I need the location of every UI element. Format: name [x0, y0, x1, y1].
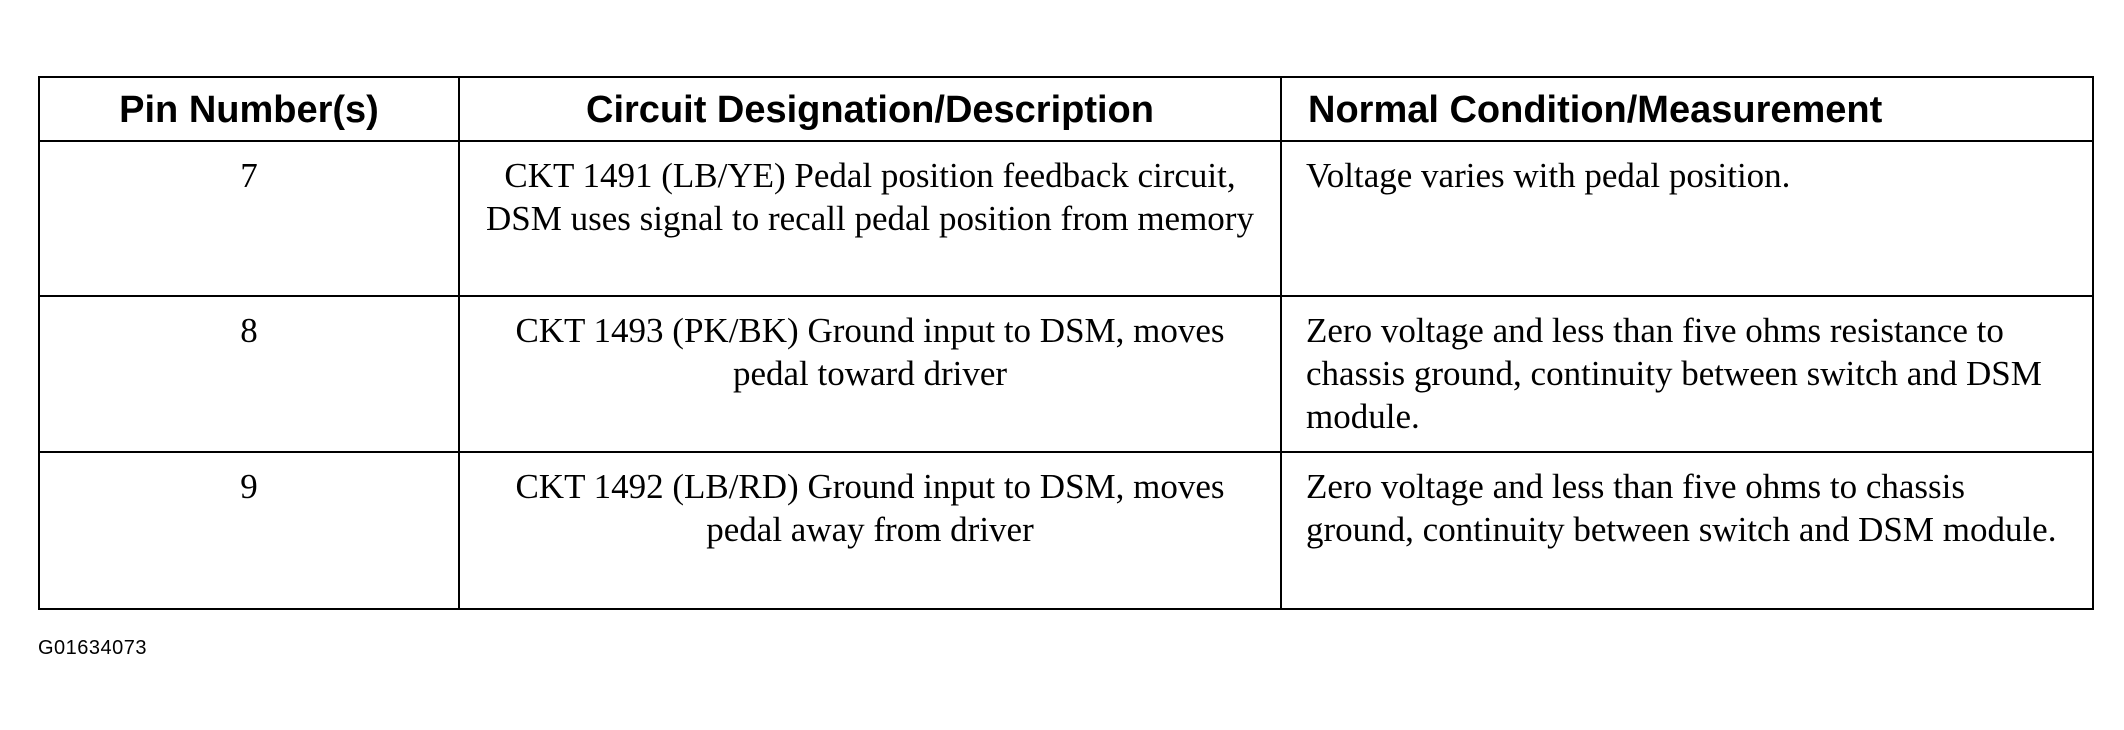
header-pin-number: Pin Number(s): [39, 77, 459, 141]
table-row: [39, 452, 2093, 609]
pin-number-cell: 9: [39, 452, 459, 609]
normal-condition-cell: Voltage varies with pedal position.: [1281, 141, 2093, 296]
normal-condition-cell: Zero voltage and less than five ohms resistance to chassis ground, continuity between switch and DSM module.: [1281, 296, 2093, 452]
circuit-description-cell: CKT 1493 (PK/BK) Ground input to DSM, moves pedal toward driver: [459, 296, 1281, 452]
normal-condition-cell: Zero voltage and less than five ohms to chassis ground, continuity between switch and DSM module.: [1281, 452, 2093, 609]
table-row: [39, 141, 2093, 296]
circuit-description-cell: CKT 1492 (LB/RD) Ground input to DSM, moves pedal away from driver: [459, 452, 1281, 609]
pin-number-cell: 7: [39, 141, 459, 296]
header-normal-condition: Normal Condition/Measurement: [1281, 77, 2093, 141]
figure-id-label: G01634073: [38, 637, 148, 659]
header-circuit-description: Circuit Designation/Description: [459, 77, 1281, 141]
pinout-table-container: [38, 76, 2092, 610]
table-header-row: [39, 77, 2093, 141]
circuit-description-cell: CKT 1491 (LB/YE) Pedal position feedback circuit, DSM uses signal to recall pedal position from memory: [459, 141, 1281, 296]
table-row: [39, 296, 2093, 452]
pinout-table: [38, 76, 2094, 610]
pin-number-cell: 8: [39, 296, 459, 452]
